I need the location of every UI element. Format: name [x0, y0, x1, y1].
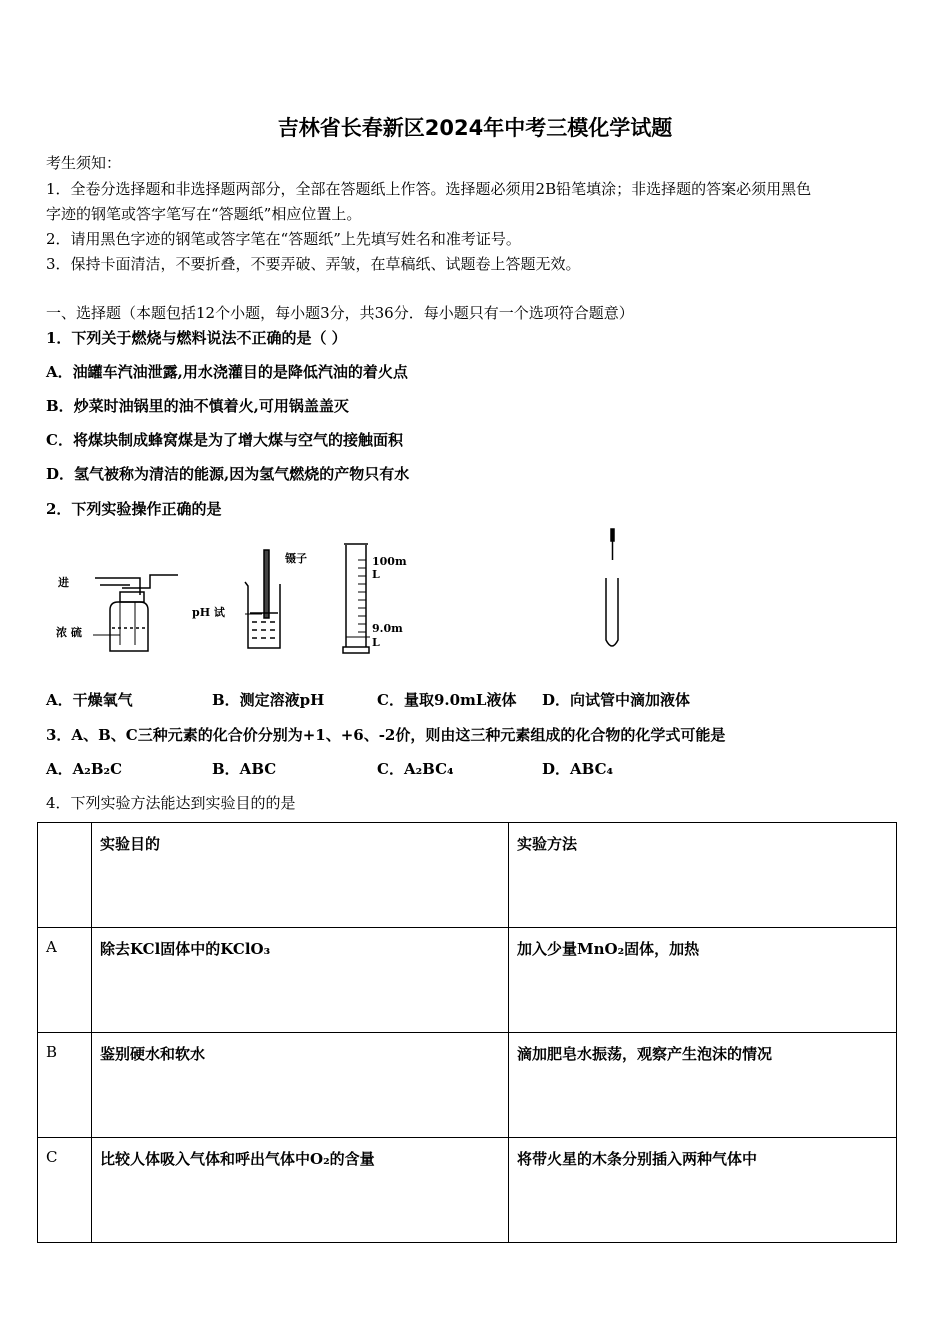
q1-option-a: A．油罐车汽油泄露,用水浇灌目的是降低汽油的着火点	[46, 363, 408, 381]
question-3: 3．A、B、C三种元素的化合价分别为+1、+6、-2价，则由这三种元素组成的化合物的化学式可能是	[46, 726, 726, 744]
header-cell: 实验方法	[509, 823, 897, 928]
table-row	[38, 1138, 897, 1243]
header-cell	[38, 823, 92, 928]
q1-option-d: D．氢气被称为清洁的能源,因为氢气燃烧的产物只有水	[46, 465, 410, 483]
q2-option-c: C．量取9.0mL液体	[377, 691, 517, 709]
q1-option-c: C．将煤块制成蜂窝煤是为了增大煤与空气的接触面积	[46, 431, 403, 449]
header-cell: 实验目的	[92, 823, 509, 928]
notice-heading: 考生须知：	[46, 154, 122, 172]
volume-bottom-unit: L	[372, 636, 380, 649]
table-cell: A	[38, 928, 92, 1033]
table-row	[38, 928, 897, 1033]
q2-option-d: D．向试管中滴加液体	[542, 691, 691, 709]
table-cell: 滴加肥皂水振荡，观察产生泡沫的情况	[509, 1033, 897, 1138]
volume-top-unit: L	[372, 568, 380, 581]
ph-label: pH 试	[192, 606, 225, 619]
table-cell: C	[38, 1138, 92, 1243]
table-header-row	[38, 823, 897, 928]
gas-washing-bottle-figure	[93, 575, 178, 651]
q3-option-a: A．A₂B₂C	[46, 760, 123, 778]
table-cell: 比较人体吸入气体和呼出气体中O₂的含量	[92, 1138, 509, 1243]
table-cell: B	[38, 1033, 92, 1138]
question-4: 4．下列实验方法能达到实验目的的是	[46, 794, 296, 812]
notice-line: 3．保持卡面清洁，不要折叠，不要弄破、弄皱，在草稿纸、试题卷上答题无效。	[46, 255, 581, 273]
dropper-test-tube-figure	[606, 529, 618, 646]
question-1: 1．下列关于燃烧与燃料说法不正确的是（ ）	[46, 329, 347, 347]
beaker-ph-figure	[245, 550, 280, 648]
inlet-label: 进	[58, 576, 69, 589]
table-cell: 加入少量MnO₂固体，加热	[509, 928, 897, 1033]
q1-option-b: B．炒菜时油锅里的油不慎着火,可用锅盖盖灭	[46, 397, 349, 415]
table-row	[38, 1033, 897, 1138]
q2-option-a: A．干燥氧气	[46, 691, 133, 709]
table-cell: 将带火星的木条分别插入两种气体中	[509, 1138, 897, 1243]
question-2: 2．下列实验操作正确的是	[46, 500, 222, 518]
volume-bottom-label: 9.0m	[372, 622, 403, 635]
q3-option-b: B．ABC	[212, 760, 277, 778]
tweezers-label: 镊子	[285, 552, 307, 565]
q2-option-b: B．测定溶液pH	[212, 691, 325, 709]
table-cell: 除去KCl固体中的KClO₃	[92, 928, 509, 1033]
table-cell: 鉴别硬水和软水	[92, 1033, 509, 1138]
notice-line: 2．请用黑色字迹的钢笔或答字笔在“答题纸”上先填写姓名和准考证号。	[46, 230, 521, 248]
experiment-table	[37, 822, 897, 1243]
notice-line: 字迹的钢笔或答字笔写在“答题纸”相应位置上。	[46, 205, 362, 223]
volume-top-label: 100m	[372, 555, 407, 568]
graduated-cylinder-figure	[343, 544, 370, 653]
notice-line: 1．全卷分选择题和非选择题两部分，全部在答题纸上作答。选择题必须用2B铅笔填涂；非选择题的答案必须用黑色	[46, 180, 812, 198]
q3-option-c: C．A₂BC₄	[377, 760, 454, 778]
page-title: 吉林省长春新区2024年中考三模化学试题	[277, 116, 673, 140]
experiment-figures	[40, 520, 680, 660]
q3-option-d: D．ABC₄	[542, 760, 614, 778]
acid-label: 浓 硫	[56, 626, 82, 639]
section-heading: 一、选择题（本题包括12个小题，每小题3分，共36分．每小题只有一个选项符合题意）	[46, 304, 634, 322]
